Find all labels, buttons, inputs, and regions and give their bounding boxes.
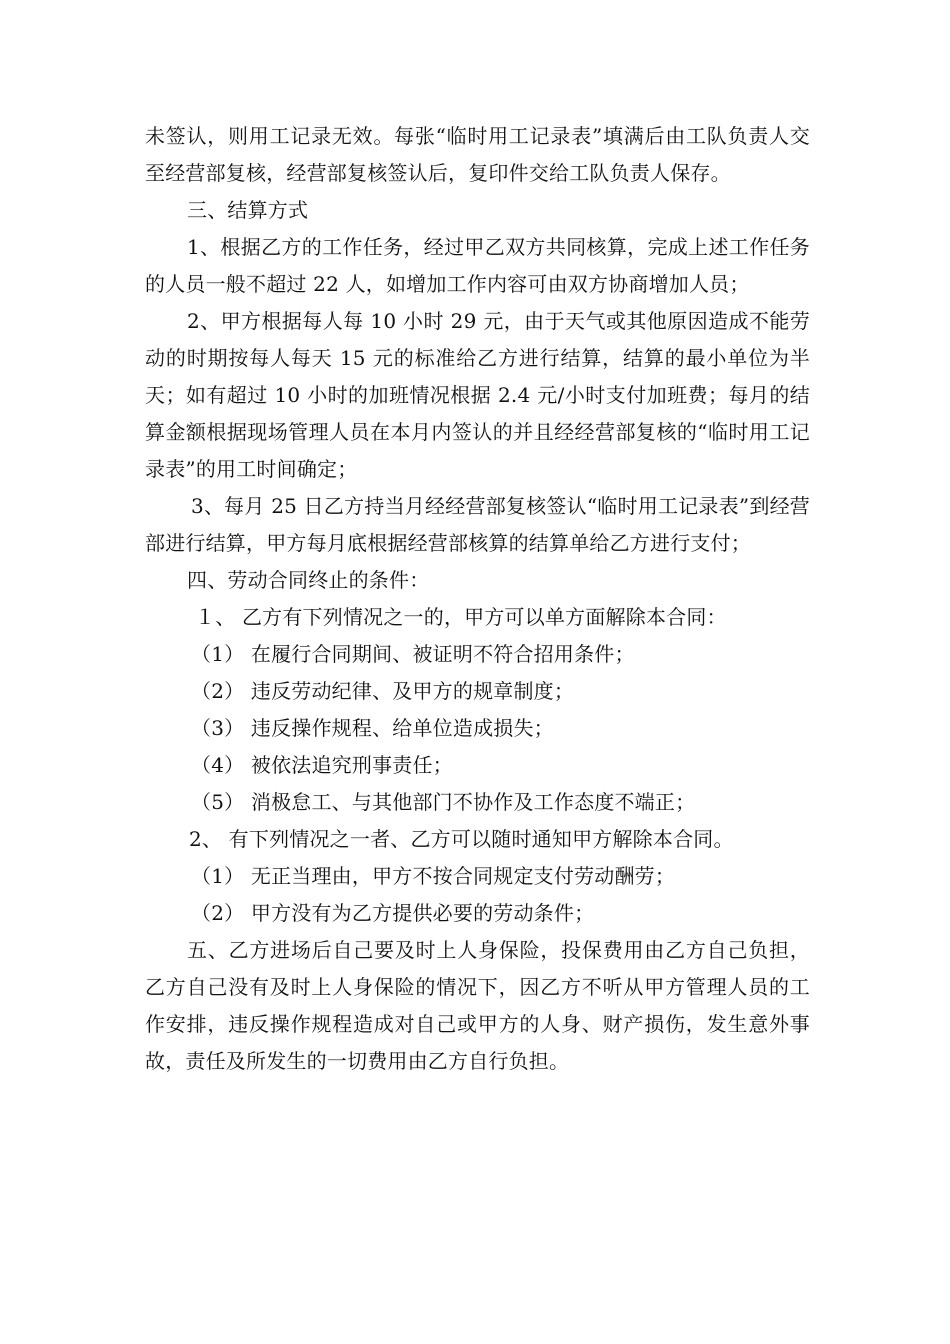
list-item-1-2: （2） 违反劳动纪律、及甲方的规章制度； (191, 679, 575, 703)
list-item-2-1: （1） 无正当理由，甲方不按合同规定支付劳动酬劳； (191, 864, 676, 888)
paragraph-insurance: 五、乙方进场后自己要及时上人身保险，投保费用由乙方自己负担，乙方自己没有及时上人身保险的情况下，因乙方不听从甲方管理人员的工作安排，违反操作规程造成对自己或甲方的人身、财产损伤，发生意外事故，责任及所发生的一切费用由乙方自行负担。 (145, 938, 810, 1073)
list-item-2-2: （2） 甲方没有为乙方提供必要的劳动条件； (191, 901, 595, 925)
list-item-1-4: （4） 被依法追究刑事责任； (191, 753, 453, 777)
list-item-1-5: （5） 消极怠工、与其他部门不协作及工作态度不端正； (191, 790, 696, 814)
paragraph-settlement-item-3: 3、每月 25 日乙方持当月经经营部复核签认“临时用工记录表”到经营部进行结算，甲方每月底根据经营部核算的结算单给乙方进行支付； (145, 494, 810, 555)
paragraph-termination-clause-1: １、 乙方有下列情况之一的，甲方可以单方面解除本合同： (195, 605, 727, 629)
paragraph-termination-clause-2: 2、 有下列情况之一者、乙方可以随时通知甲方解除本合同。 (189, 827, 734, 851)
paragraph-record-invalid: 未签认，则用工记录无效。每张“临时用工记录表”填满后由工队负责人交至经营部复核，经营部复核签认后，复印件交给工队负责人保存。 (145, 124, 810, 185)
heading-settlement-method: 三、结算方式 (187, 198, 309, 222)
paragraph-settlement-item-1: 1、根据乙方的工作任务，经过甲乙双方共同核算，完成上述工作任务的人员一般不超过 22 人，如增加工作内容可由双方协商增加人员； (145, 235, 810, 296)
heading-contract-termination: 四、劳动合同终止的条件： (187, 568, 430, 592)
list-item-1-1: （1） 在履行合同期间、被证明不符合招用条件； (191, 642, 635, 666)
document-body (145, 118, 810, 1080)
list-item-1-3: （3） 违反操作规程、给单位造成损失； (191, 716, 554, 740)
paragraph-settlement-item-2: 2、甲方根据每人每 10 小时 29 元，由于天气或其他原因造成不能劳动的时期按每人每天 15 元的标准给乙方进行结算，结算的最小单位为半天；如有超过 10 小时的加班情况根据 2.4 元/小时支付加班费；每月的结算金额根据现场管理人员在本月内签认的并且经经营部复核的“临时用工记录表”的用工时间确定； (145, 309, 810, 481)
